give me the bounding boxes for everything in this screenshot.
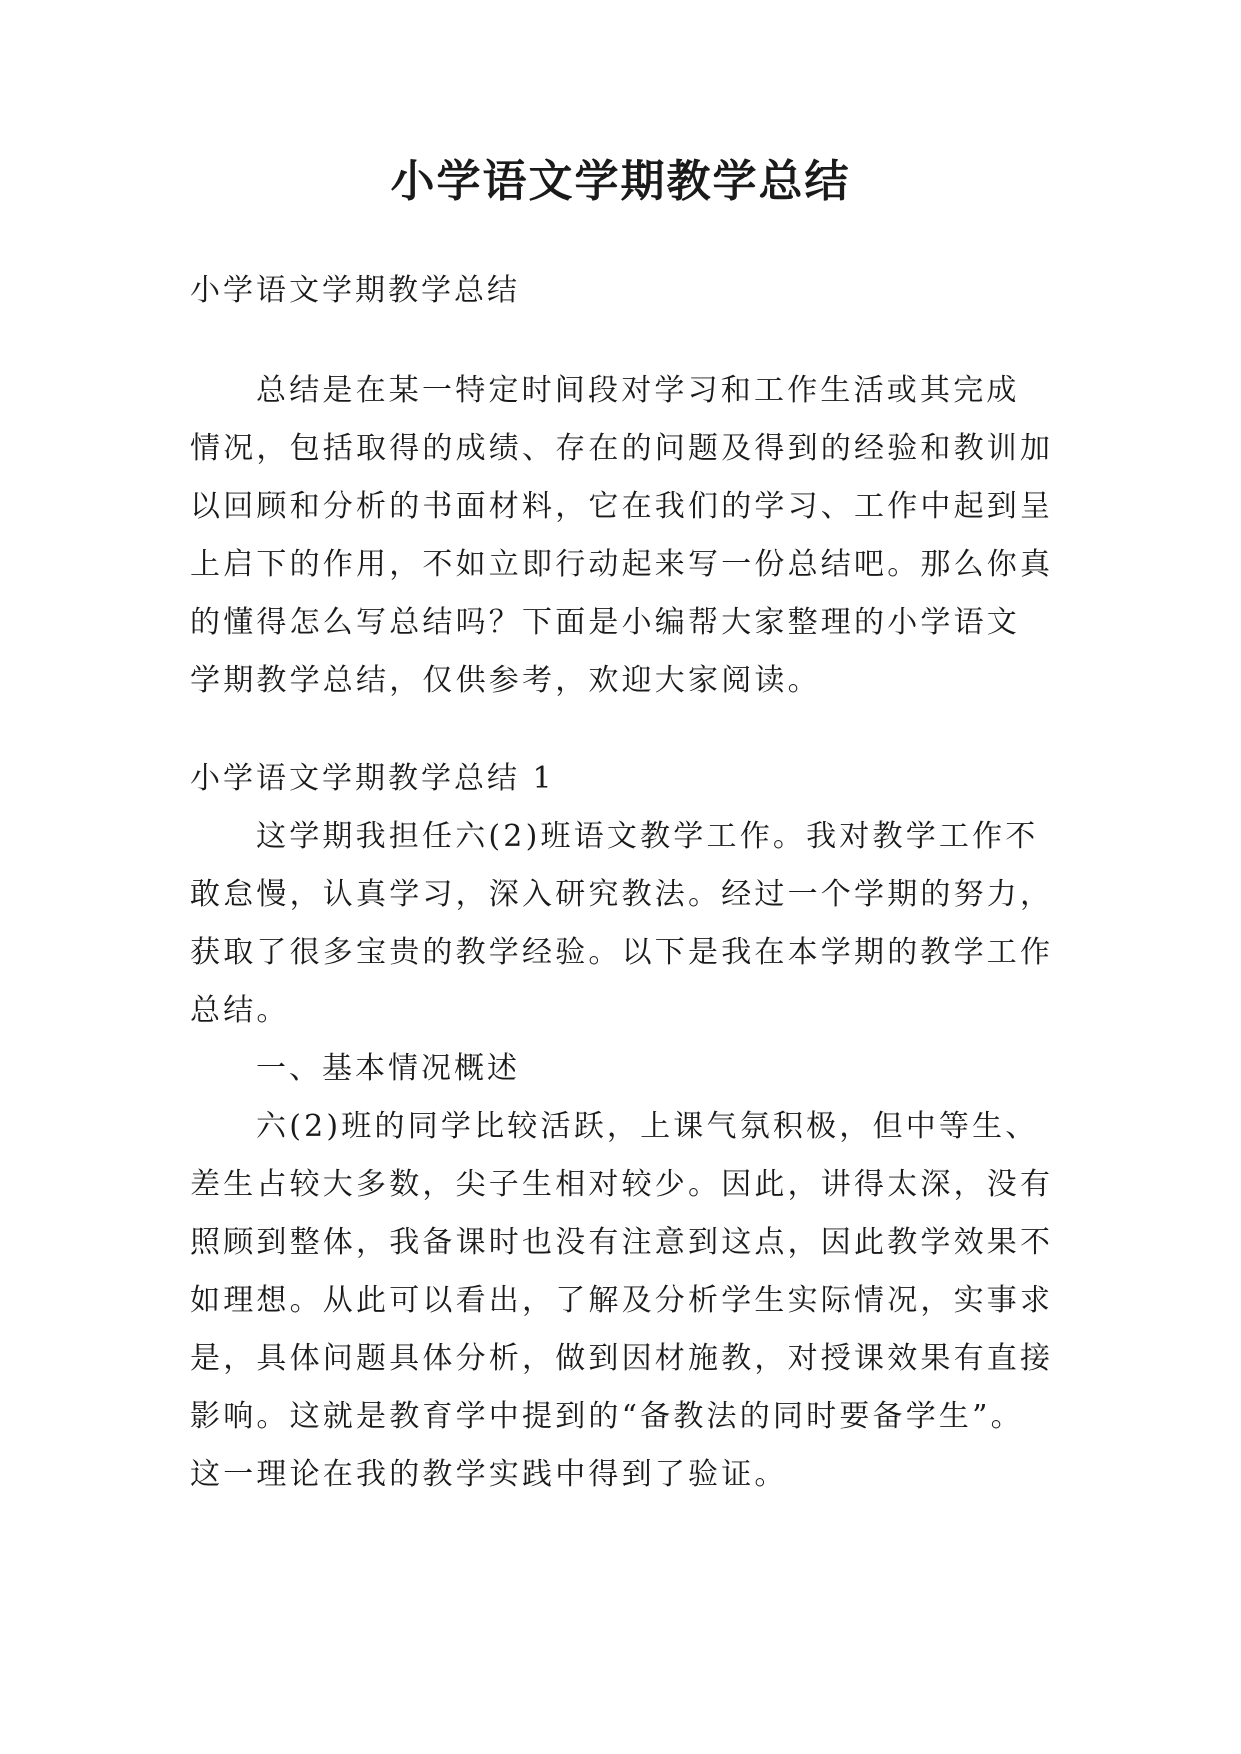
document-subtitle: 小学语文学期教学总结 — [190, 273, 520, 308]
paragraph-line: 如理想。从此可以看出，了解及分析学生实际情况，实事求 — [190, 1283, 1054, 1318]
section1-paragraph-2 — [190, 1098, 1052, 1504]
paragraph-line: 上启下的作用，不如立即行动起来写一份总结吧。那么你真 — [190, 547, 1054, 582]
section-heading: 小学语文学期教学总结 1 — [190, 761, 555, 796]
paragraph-line: 六(2)班的同学比较活跃，上课气氛积极，但中等生、 — [256, 1109, 1039, 1144]
paragraph-line: 照顾到整体，我备课时也没有注意到这点，因此教学效果不 — [190, 1225, 1054, 1260]
paragraph-line: 获取了很多宝贵的教学经验。以下是我在本学期的教学工作 — [190, 935, 1054, 970]
intro-paragraph — [190, 362, 1052, 710]
paragraph-line: 的懂得怎么写总结吗？下面是小编帮大家整理的小学语文 — [190, 605, 1020, 640]
paragraph-line: 这学期我担任六(2)班语文教学工作。我对教学工作不 — [256, 819, 1039, 854]
section1-paragraph-1 — [190, 808, 1052, 1040]
document-title: 小学语文学期教学总结 — [390, 156, 851, 207]
paragraph-line: 总结。 — [190, 993, 290, 1028]
subheading-basic-overview: 一、基本情况概述 — [256, 1051, 520, 1086]
paragraph-line: 敢怠慢，认真学习，深入研究教法。经过一个学期的努力， — [190, 877, 1054, 912]
paragraph-line: 影响。这就是教育学中提到的“备教法的同时要备学生”。 — [190, 1399, 1024, 1434]
paragraph-line: 差生占较大多数，尖子生相对较少。因此，讲得太深，没有 — [190, 1167, 1054, 1202]
paragraph-line: 以回顾和分析的书面材料，它在我们的学习、工作中起到呈 — [190, 489, 1054, 524]
paragraph-line: 总结是在某一特定时间段对学习和工作生活或其完成 — [256, 373, 1020, 408]
paragraph-line: 学期教学总结，仅供参考，欢迎大家阅读。 — [190, 663, 821, 698]
paragraph-line: 这一理论在我的教学实践中得到了验证。 — [190, 1457, 788, 1492]
paragraph-line: 是，具体问题具体分析，做到因材施教，对授课效果有直接 — [190, 1341, 1054, 1376]
paragraph-line: 情况，包括取得的成绩、存在的问题及得到的经验和教训加 — [190, 431, 1054, 466]
